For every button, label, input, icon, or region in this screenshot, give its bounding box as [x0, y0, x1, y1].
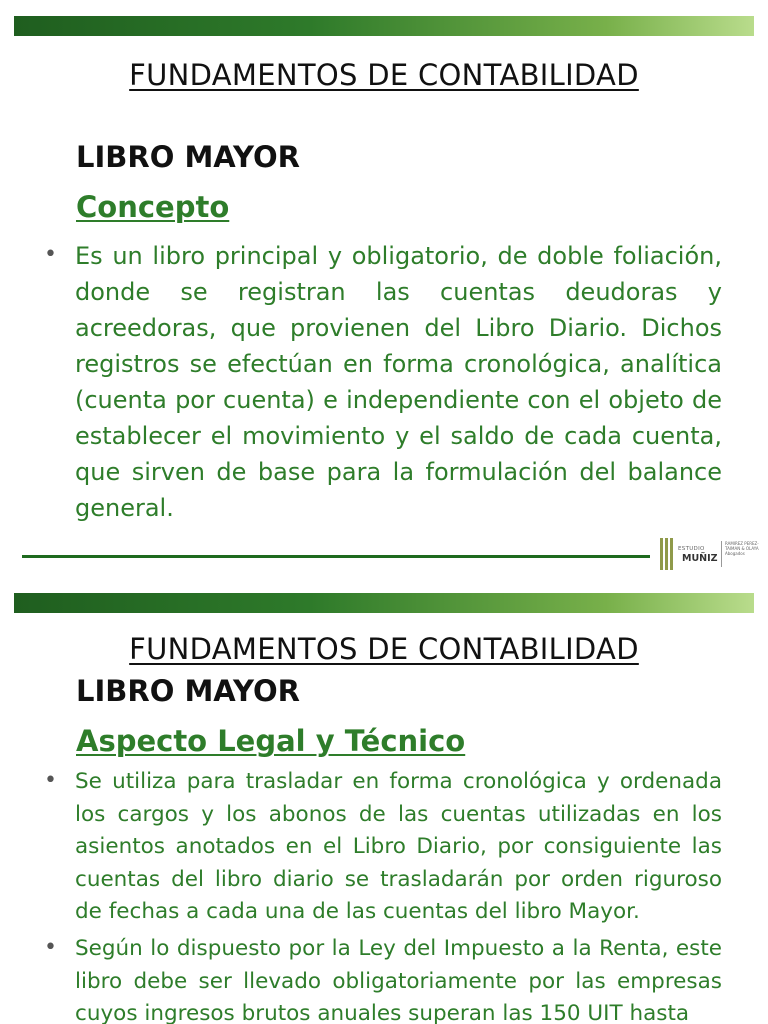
bullet-text: Se utiliza para trasladar en forma cronológica y ordenada los cargos y los abonos de las cuentas utilizadas en los asientos anotados en el Libro Diario, por consiguiente las cuentas del libro diario se trasladarán por orden riguroso de fechas a cada una de las cuentas del libro Mayor. [75, 769, 722, 924]
slide-subtitle: LIBRO MAYOR [76, 140, 300, 174]
slide-title: FUNDAMENTOS DE CONTABILIDAD [129, 632, 639, 666]
logo-right-text: RAMIREZ PEREZ-TAIMAN & OLAYA Abogados [725, 541, 759, 556]
slide-subtitle: LIBRO MAYOR [76, 674, 300, 708]
bullet-dot-icon: • [44, 935, 57, 960]
slide-2 [0, 580, 768, 1024]
company-logo [660, 537, 760, 571]
logo-separator [721, 541, 722, 567]
section-heading: Aspecto Legal y Técnico [76, 724, 466, 758]
logo-small-text: ESTUDIO [678, 546, 705, 552]
logo-name: MUÑIZ [682, 553, 718, 564]
bullet-text: Según lo dispuesto por la Ley del Impuesto a la Renta, este libro debe ser llevado obligatoriamente por las empresas cuyos ingresos brutos anuales superan las 150 UIT hasta [75, 936, 722, 1024]
bullet-text: Es un libro principal y obligatorio, de doble foliación, donde se registran las cuentas deudoras y acreedoras, que provienen del Libro Diario. Dichos registros se efectúan en forma cronológica, analítica (cuenta por cuenta) e independiente con el objeto de establecer el movimiento y el saldo de cada cuenta, que sirven de base para la formulación del balance general. [75, 242, 722, 522]
section-heading: Concepto [76, 190, 230, 224]
header-gradient-bar [14, 16, 754, 36]
bullet-dot-icon: • [44, 768, 57, 793]
bullet-dot-icon: • [44, 242, 57, 267]
header-gradient-bar [14, 593, 754, 613]
slide-title: FUNDAMENTOS DE CONTABILIDAD [129, 58, 639, 92]
footer-divider [22, 555, 650, 558]
